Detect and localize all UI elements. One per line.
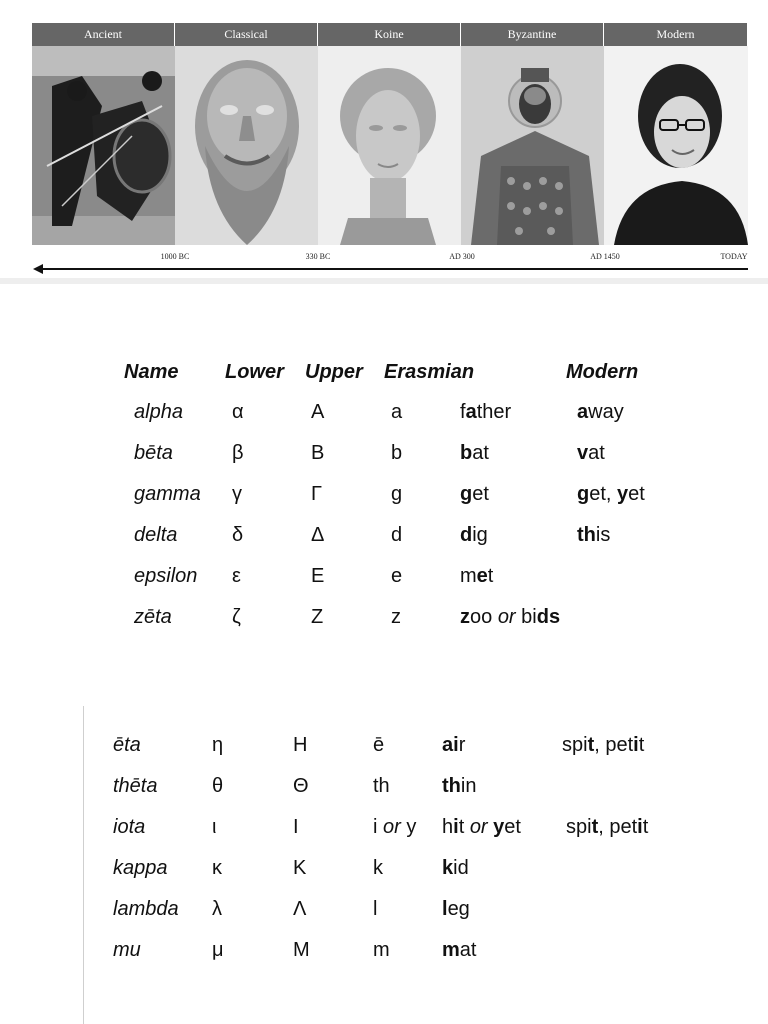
erasmian-example [460, 401, 511, 424]
letter-name: alpha [134, 401, 183, 423]
letter-name: iota [113, 816, 146, 838]
era-label: Modern [604, 23, 748, 46]
text-run: et [472, 483, 489, 505]
erasmian-example [460, 442, 489, 465]
bold-run: d [460, 524, 473, 546]
letter-name: kappa [113, 857, 168, 879]
italic-run: or [469, 816, 488, 838]
text-run: m [373, 939, 390, 961]
left-arrow-icon [33, 264, 43, 274]
erasmian-sound [373, 816, 416, 839]
italic-run: or [497, 606, 516, 628]
modern-example [577, 401, 624, 424]
erasmian-example [460, 565, 493, 588]
lowercase-letter: β [232, 442, 244, 464]
lowercase-letter: κ [212, 857, 222, 879]
erasmian-example [442, 775, 476, 798]
lowercase-letter: ζ [232, 606, 241, 628]
header-lower: Lower [225, 361, 284, 383]
modern-woman-portrait-image [604, 46, 748, 245]
erasmian-sound: z [391, 606, 401, 628]
bold-run: v [577, 442, 589, 464]
lowercase-letter: ε [232, 565, 241, 587]
erasmian-sound: a [391, 401, 403, 423]
text-run: at [459, 939, 477, 961]
table-row [0, 734, 700, 762]
date-label: 1000 BC [160, 252, 190, 261]
date-label: AD 1450 [590, 252, 620, 261]
text-run: eg [447, 898, 470, 920]
text-run: th [373, 775, 390, 797]
letter-name: gamma [134, 483, 201, 505]
table-row [0, 483, 700, 511]
header-upper: Upper [305, 361, 363, 383]
table-row [0, 524, 700, 552]
table-row [0, 565, 700, 593]
uppercase-letter: Α [311, 401, 325, 423]
erasmian-sound [373, 939, 390, 962]
erasmian-example [442, 939, 476, 962]
bold-run: b [460, 442, 473, 464]
text-run: y [400, 816, 417, 838]
lowercase-letter: δ [232, 524, 244, 546]
byzantine-emperor-image [461, 46, 604, 245]
erasmian-sound [373, 734, 384, 757]
erasmian-sound [373, 775, 390, 798]
uppercase-letter: Λ [293, 898, 307, 920]
bold-run: y [617, 483, 629, 505]
text-run: in [460, 775, 477, 797]
erasmian-sound: d [391, 524, 403, 546]
uppercase-letter: Θ [293, 775, 309, 797]
bold-run: th [577, 524, 596, 546]
uppercase-letter: Κ [293, 857, 307, 879]
text-run: et, [589, 483, 618, 505]
text-run: , pet [594, 734, 634, 756]
text-run: at [472, 442, 489, 464]
socrates-bust-image [175, 46, 318, 245]
bold-run: t [587, 734, 595, 756]
letter-name: ēta [113, 734, 141, 756]
letter-name: thēta [113, 775, 158, 797]
table-row [0, 939, 700, 967]
table-row [0, 401, 700, 429]
table-row [0, 816, 700, 844]
era-label: Koine [318, 23, 461, 46]
erasmian-example [442, 898, 470, 921]
bold-run: ai [442, 734, 459, 756]
text-run: id [453, 857, 469, 879]
modern-example [577, 524, 610, 547]
date-label: AD 300 [449, 252, 475, 261]
uppercase-letter: Η [293, 734, 308, 756]
era-ancient [32, 23, 175, 245]
text-run: is [595, 524, 611, 546]
lowercase-letter: α [232, 401, 244, 423]
erasmian-example [442, 734, 465, 757]
modern-example [562, 734, 644, 757]
text-run: k [373, 857, 383, 879]
bold-run: g [460, 483, 473, 505]
header-erasmian: Erasmian [384, 361, 475, 383]
text-run: t [642, 816, 649, 838]
erasmian-example [460, 606, 560, 629]
era-koine [318, 23, 461, 245]
bold-run: k [442, 857, 454, 879]
table-row [0, 775, 700, 803]
bold-run: th [442, 775, 461, 797]
text-run: i [373, 816, 383, 838]
letter-name: lambda [113, 898, 179, 920]
table-row [0, 857, 700, 885]
date-label: TODAY [720, 252, 748, 261]
letter-name: mu [113, 939, 141, 961]
uppercase-letter: Ε [311, 565, 325, 587]
bold-run: e [476, 565, 488, 587]
letter-name: delta [134, 524, 178, 546]
timeline-dates [0, 252, 768, 264]
erasmian-example [460, 483, 489, 506]
text-run: f [460, 401, 466, 423]
text-run: t [638, 734, 645, 756]
bold-run: i [453, 816, 459, 838]
text-run: spi [566, 816, 592, 838]
text-run: spi [562, 734, 588, 756]
bold-run: a [465, 401, 477, 423]
erasmian-example [460, 524, 488, 547]
header-name: Name [124, 361, 179, 383]
text-run: t [458, 816, 470, 838]
erasmian-sound: b [391, 442, 403, 464]
lowercase-letter: η [212, 734, 224, 756]
text-run: t [487, 565, 494, 587]
date-label: 330 BC [305, 252, 331, 261]
uppercase-letter: Μ [293, 939, 310, 961]
era-label: Classical [175, 23, 318, 46]
uppercase-letter: Ι [293, 816, 299, 838]
era-label: Ancient [32, 23, 175, 46]
bold-run: m [442, 939, 460, 961]
era-timeline [0, 0, 768, 282]
uppercase-letter: Ζ [311, 606, 324, 628]
text-run: oo [470, 606, 498, 628]
uppercase-letter: Β [311, 442, 325, 464]
uppercase-letter: Δ [311, 524, 325, 546]
era-classical [175, 23, 318, 245]
bold-run: z [460, 606, 470, 628]
lowercase-letter: ι [212, 816, 217, 838]
bold-run: l [442, 898, 448, 920]
text-run: ther [476, 401, 512, 423]
text-run: bi [515, 606, 537, 628]
header-modern: Modern [566, 361, 639, 383]
erasmian-sound [373, 857, 383, 880]
letter-name: epsilon [134, 565, 198, 587]
lowercase-letter: λ [212, 898, 222, 920]
erasmian-sound: g [391, 483, 403, 505]
text-run: at [588, 442, 605, 464]
lowercase-letter: γ [232, 483, 242, 505]
erasmian-example [442, 816, 521, 839]
text-run: h [442, 816, 454, 838]
bold-run: t [591, 816, 599, 838]
text-run: m [460, 565, 477, 587]
erasmian-sound [373, 898, 377, 921]
table-row [0, 898, 700, 926]
era-label: Byzantine [461, 23, 604, 46]
bold-run: g [577, 483, 590, 505]
table-row [0, 606, 700, 634]
text-run: r [458, 734, 466, 756]
italic-run: or [383, 816, 401, 838]
bold-run: y [493, 816, 505, 838]
black-figure-vase-image [32, 46, 175, 245]
timeline-arrow-line [40, 268, 748, 270]
text-run: et [628, 483, 645, 505]
text-run: l [373, 898, 378, 920]
bold-run: a [577, 401, 589, 423]
modern-example [577, 483, 645, 506]
alexander-head-image [318, 46, 461, 245]
lowercase-letter: θ [212, 775, 224, 797]
text-run: , pet [598, 816, 638, 838]
lowercase-letter: μ [212, 939, 224, 961]
uppercase-letter: Γ [311, 483, 323, 505]
era-byzantine [461, 23, 604, 245]
table-row [0, 442, 700, 470]
divider [0, 278, 768, 284]
bold-run: i [637, 816, 643, 838]
modern-example [566, 816, 648, 839]
text-run: way [588, 401, 624, 423]
letter-name: bēta [134, 442, 173, 464]
bold-run: ds [536, 606, 561, 628]
era-strip [32, 23, 748, 245]
bold-run: i [633, 734, 639, 756]
era-modern [604, 23, 748, 245]
modern-example [577, 442, 605, 465]
erasmian-sound: e [391, 565, 403, 587]
text-run: ē [373, 734, 385, 756]
text-run: ig [472, 524, 488, 546]
letter-name: zēta [134, 606, 172, 628]
text-run: et [504, 816, 521, 838]
erasmian-example [442, 857, 469, 880]
